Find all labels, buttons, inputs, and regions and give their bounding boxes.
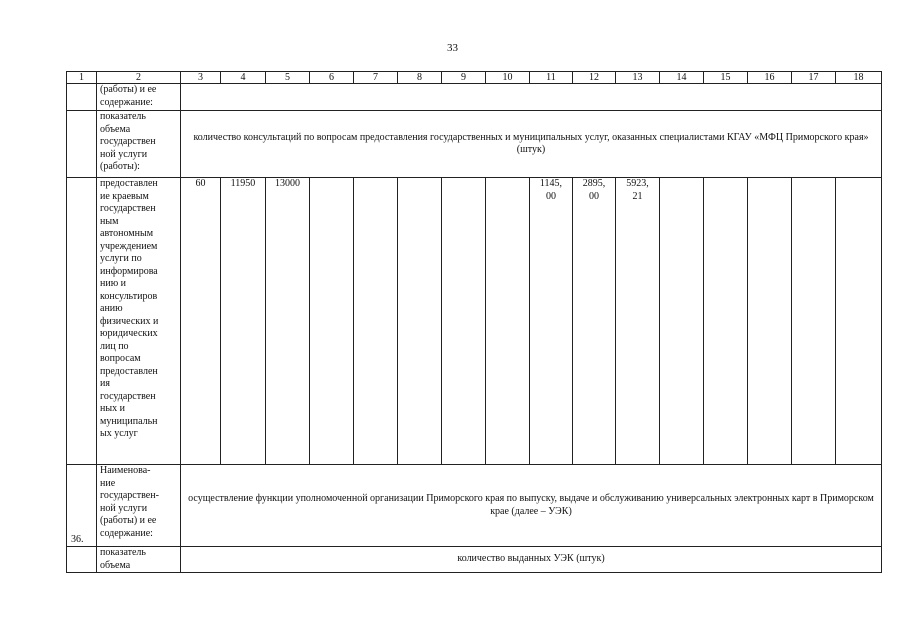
row-number-cell bbox=[67, 84, 97, 111]
value-cell bbox=[398, 178, 442, 465]
value-cell bbox=[792, 178, 836, 465]
header-cell: 1 bbox=[67, 72, 97, 84]
header-cell: 14 bbox=[660, 72, 704, 84]
value-cell: 13000 bbox=[266, 178, 310, 465]
value-cell bbox=[836, 178, 882, 465]
header-cell: 9 bbox=[442, 72, 486, 84]
row-label-cell: предоставлен ие краевым государствен ным автономным учреждением услуги по информирова нию и консультиров анию физических и юридических лиц по вопросам предоставлен ия государствен ных и муниципальн ых услуг bbox=[97, 178, 181, 465]
table-row bbox=[67, 465, 882, 547]
header-cell: 11 bbox=[530, 72, 573, 84]
value-cell bbox=[486, 178, 530, 465]
value-cell bbox=[354, 178, 398, 465]
indicator-description: количество консультаций по вопросам предоставления государственных и муниципальных услуг, оказанных специалистами КГАУ «МФЦ Приморского края» (штук) bbox=[181, 111, 882, 178]
header-cell: 7 bbox=[354, 72, 398, 84]
value-cell bbox=[748, 178, 792, 465]
header-cell: 13 bbox=[616, 72, 660, 84]
value-cell: 11950 bbox=[221, 178, 266, 465]
header-cell: 16 bbox=[748, 72, 792, 84]
row-number-cell bbox=[67, 178, 97, 465]
page-number: 33 bbox=[447, 42, 458, 54]
header-cell: 5 bbox=[266, 72, 310, 84]
header-cell: 4 bbox=[221, 72, 266, 84]
value-cell: 2895, 00 bbox=[573, 178, 616, 465]
value-cell: 60 bbox=[181, 178, 221, 465]
header-cell: 15 bbox=[704, 72, 748, 84]
header-cell: 18 bbox=[836, 72, 882, 84]
value-cell bbox=[704, 178, 748, 465]
table-row bbox=[67, 178, 882, 465]
header-cell: 6 bbox=[310, 72, 354, 84]
table-row bbox=[67, 84, 882, 111]
header-cell: 2 bbox=[97, 72, 181, 84]
header-cell: 3 bbox=[181, 72, 221, 84]
table-row bbox=[67, 547, 882, 573]
header-cell: 12 bbox=[573, 72, 616, 84]
value-cell: 1145, 00 bbox=[530, 178, 573, 465]
header-cell: 10 bbox=[486, 72, 530, 84]
row-label-cell: (работы) и ее содержание: bbox=[97, 84, 181, 111]
header-cell: 17 bbox=[792, 72, 836, 84]
service-description: осуществление функции уполномоченной организации Приморского края по выпуску, выдаче и обслуживанию универсальных электронных карт в Приморском крае (далее – УЭК) bbox=[181, 465, 882, 547]
header-cell: 8 bbox=[398, 72, 442, 84]
row-number-cell bbox=[67, 111, 97, 178]
value-cell bbox=[442, 178, 486, 465]
header-row bbox=[67, 72, 882, 84]
empty-merged-cell bbox=[181, 84, 882, 111]
row-number-cell: 36. bbox=[67, 465, 97, 547]
value-cell: 5923, 21 bbox=[616, 178, 660, 465]
row-label-cell: показатель объема государствен ной услуги (работы): bbox=[97, 111, 181, 178]
value-cell bbox=[310, 178, 354, 465]
row-label-cell: Наименова- ние государствен- ной услуги (работы) и ее содержание: bbox=[97, 465, 181, 547]
table-row bbox=[67, 111, 882, 178]
row-number-cell bbox=[67, 547, 97, 573]
indicator-description: количество выданных УЭК (штук) bbox=[181, 547, 882, 573]
row-label-cell: показатель объема bbox=[97, 547, 181, 573]
value-cell bbox=[660, 178, 704, 465]
indicators-table bbox=[66, 71, 882, 573]
